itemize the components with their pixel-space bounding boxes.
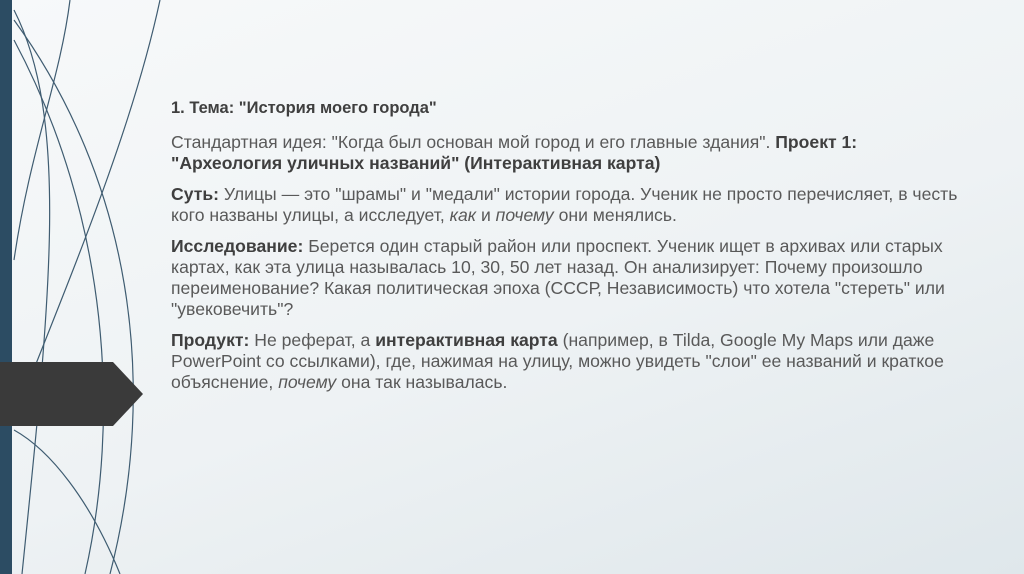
research-label: Исследование:	[171, 236, 304, 256]
arrow-pointer-shape	[0, 0, 160, 574]
research-paragraph	[171, 236, 971, 320]
idea-text: Стандартная идея: "Когда был основан мой город и его главные здания".	[171, 132, 776, 152]
essence-why: почему	[495, 205, 554, 225]
idea-paragraph	[171, 132, 971, 174]
essence-text-1: Улицы — это "шрамы" и "медали" истории города. Ученик не просто перечисляет, в честь кого названы улицы, а исследует,	[171, 184, 958, 225]
product-text-3: она так называлась.	[336, 372, 508, 392]
essence-and: и	[476, 205, 496, 225]
essence-how: как	[449, 205, 477, 225]
research-text: Берется один старый район или проспект. Ученик ищет в архивах или старых картах, как эта улица называлась 10, 30, 50 лет назад. Он анализирует: Почему произошло переименование? Какая политическая эпоха (СССР, Независимость) что хотела "стереть" или "увековечить"?	[171, 236, 945, 319]
product-label: Продукт:	[171, 330, 250, 350]
essence-label: Суть:	[171, 184, 219, 204]
essence-text-2: они менялись.	[553, 205, 677, 225]
essence-paragraph	[171, 184, 971, 226]
slide-content	[171, 98, 971, 403]
slide-title: 1. Тема: "История моего города"	[171, 99, 437, 117]
product-text-1: Не реферат, а	[249, 330, 376, 350]
product-text-2: (например, в Tilda, Google My Maps или даже PowerPoint со ссылками), где, нажимая на улицу, можно увидеть "слои" ее названий и краткое объяснение,	[171, 330, 944, 392]
product-paragraph	[171, 330, 971, 393]
product-why: почему	[278, 372, 337, 392]
product-bold: интерактивная карта	[375, 330, 558, 350]
project-title: Проект 1: "Археология уличных названий" (Интерактивная карта)	[171, 132, 858, 173]
